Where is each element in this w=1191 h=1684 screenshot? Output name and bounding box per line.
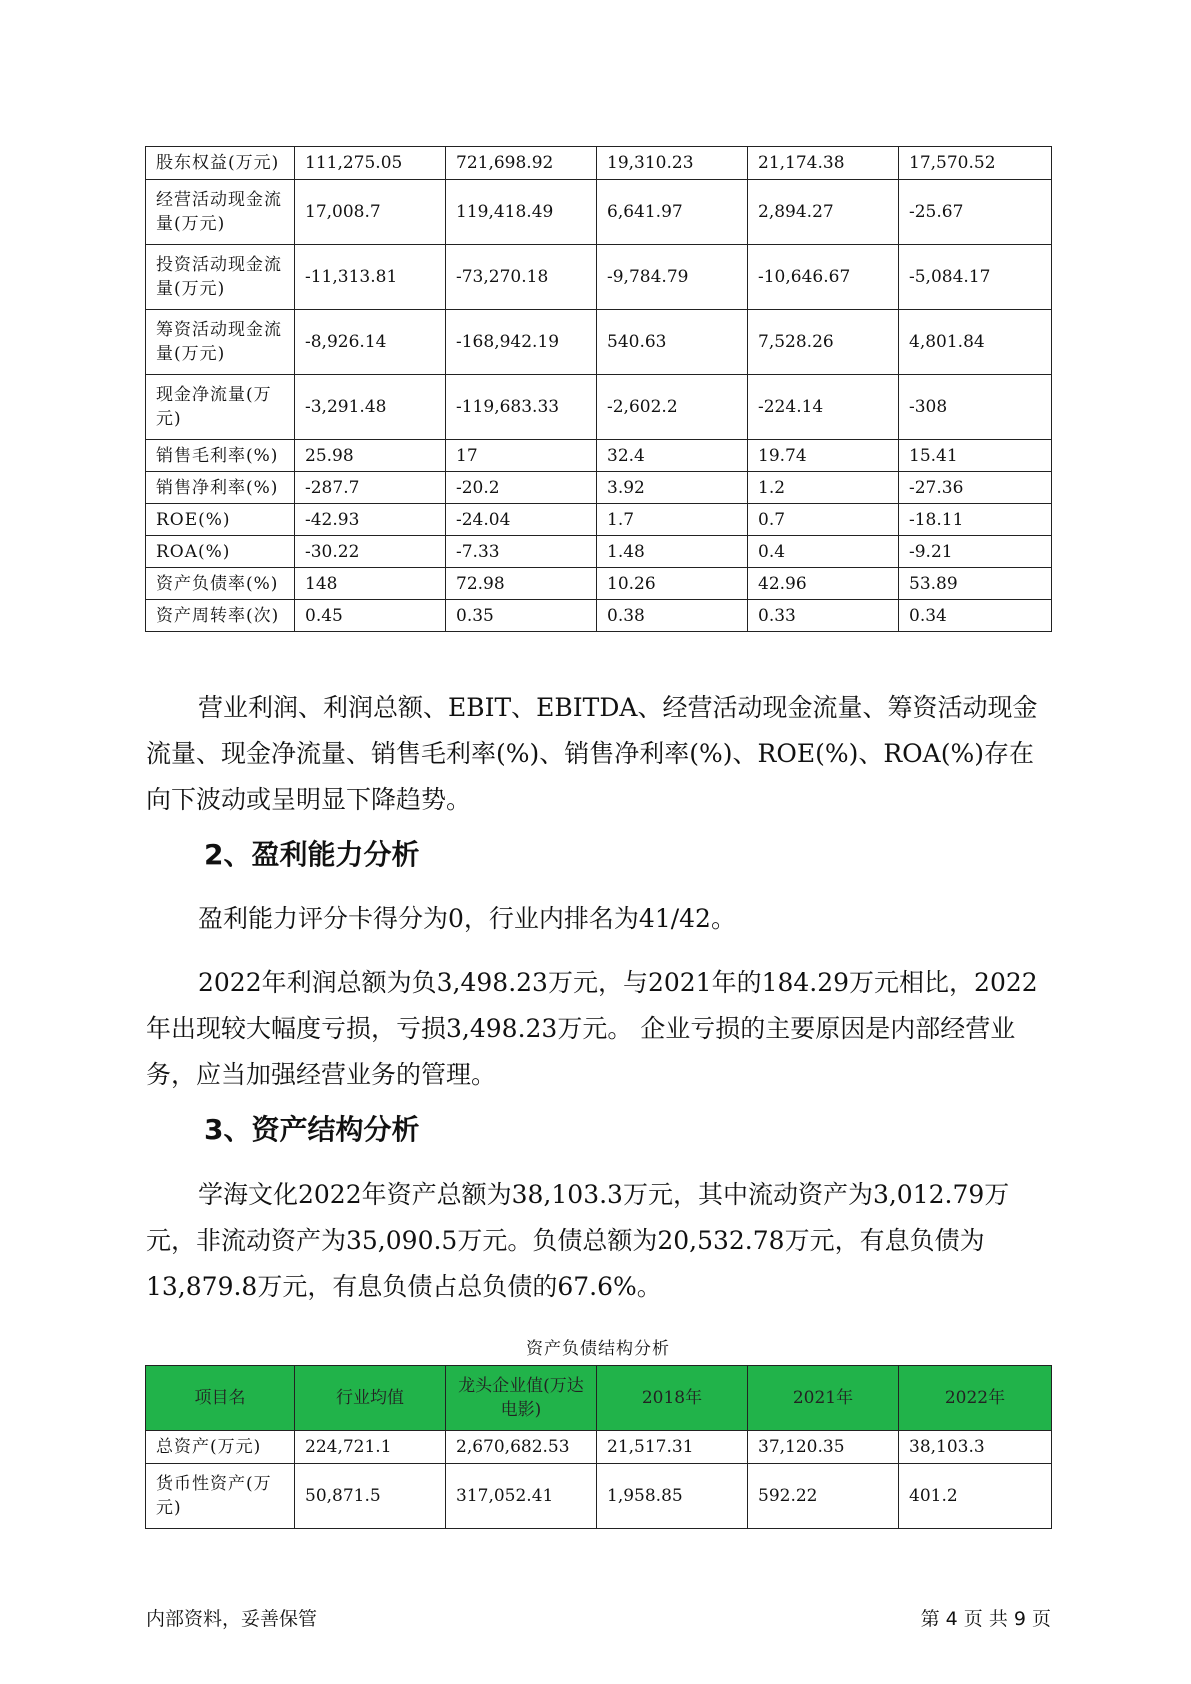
table-cell: 7,528.26 [748,310,899,375]
table-cell: 0.4 [748,536,899,568]
table-cell: -119,683.33 [446,375,597,440]
column-header: 项目名 [146,1366,295,1431]
table-row [146,568,1052,600]
table-cell: -11,313.81 [295,245,446,310]
table-cell: -73,270.18 [446,245,597,310]
row-label: 货币性资产(万元) [146,1464,295,1529]
table-cell: 17 [446,440,597,472]
table-cell: 3.92 [597,472,748,504]
footer-page-number: 第 4 页 共 9 页 [920,1608,1051,1630]
table-row [146,472,1052,504]
table-cell: -27.36 [899,472,1052,504]
table-header-row [146,1366,1052,1431]
table-cell: 32.4 [597,440,748,472]
row-label: 总资产(万元) [146,1431,295,1464]
table-cell: 224,721.1 [295,1431,446,1464]
table-cell: -25.67 [899,180,1052,245]
profitability-score-paragraph: 盈利能力评分卡得分为0，行业内排名为41/42。 [198,904,736,933]
table-cell: 0.7 [748,504,899,536]
table-row [146,180,1052,245]
table-cell: 10.26 [597,568,748,600]
table-cell: 317,052.41 [446,1464,597,1529]
table-cell: -224.14 [748,375,899,440]
table-cell: 1.48 [597,536,748,568]
table-cell: 0.38 [597,600,748,632]
table-cell: -308 [899,375,1052,440]
table-cell: 38,103.3 [899,1431,1052,1464]
table-row [146,600,1052,632]
table-cell: -30.22 [295,536,446,568]
row-label: 股东权益(万元) [146,147,295,180]
table-cell: 0.34 [899,600,1052,632]
table-cell: 15.41 [899,440,1052,472]
table-row [146,1431,1052,1464]
table-cell: 17,570.52 [899,147,1052,180]
column-header: 龙头企业值(万达电影) [446,1366,597,1431]
table-cell: 401.2 [899,1464,1052,1529]
table-cell: 50,871.5 [295,1464,446,1529]
table-row [146,245,1052,310]
table-cell: -5,084.17 [899,245,1052,310]
table-cell: 19,310.23 [597,147,748,180]
footer-confidential-note: 内部资料，妥善保管 [146,1608,318,1630]
column-header: 行业均值 [295,1366,446,1431]
table-row [146,375,1052,440]
table-cell: 25.98 [295,440,446,472]
table-row [146,1464,1052,1529]
column-header: 2021年 [748,1366,899,1431]
table-cell: -20.2 [446,472,597,504]
table-cell: 4,801.84 [899,310,1052,375]
table-cell: 21,174.38 [748,147,899,180]
section-heading-profitability: 2、盈利能力分析 [204,838,420,871]
table-cell: -9.21 [899,536,1052,568]
table-cell: -287.7 [295,472,446,504]
row-label: 经营活动现金流量(万元) [146,180,295,245]
table-cell: -18.11 [899,504,1052,536]
row-label: 销售净利率(%) [146,472,295,504]
table-cell: 0.33 [748,600,899,632]
balance-structure-table [145,1365,1052,1529]
row-label: ROE(%) [146,504,295,536]
profit-loss-paragraph: 2022年利润总额为负3,498.23万元，与2021年的184.29万元相比，2022年出现较大幅度亏损，亏损3,498.23万元。 企业亏损的主要原因是内部经营业务，应当加强经营业务的管理。 [146,968,1038,1089]
table-caption: 资产负债结构分析 [526,1339,670,1359]
asset-structure-paragraph: 学海文化2022年资产总额为38,103.3万元，其中流动资产为3,012.79万元，非流动资产为35,090.5万元。负债总额为20,532.78万元，有息负债为13,879.8万元，有息负债占总负债的67.6%。 [146,1180,1010,1301]
row-label: 现金净流量(万元) [146,375,295,440]
table-cell: -2,602.2 [597,375,748,440]
column-header: 2018年 [597,1366,748,1431]
table-cell: 119,418.49 [446,180,597,245]
table-cell: 721,698.92 [446,147,597,180]
table-cell: 17,008.7 [295,180,446,245]
column-header: 2022年 [899,1366,1052,1431]
table-cell: 1,958.85 [597,1464,748,1529]
table-cell: 19.74 [748,440,899,472]
table-cell: 0.45 [295,600,446,632]
table-cell: 21,517.31 [597,1431,748,1464]
table-cell: 53.89 [899,568,1052,600]
row-label: 销售毛利率(%) [146,440,295,472]
table-cell: 6,641.97 [597,180,748,245]
table-cell: 592.22 [748,1464,899,1529]
row-label: 投资活动现金流量(万元) [146,245,295,310]
table-cell: -9,784.79 [597,245,748,310]
table-cell: 2,670,682.53 [446,1431,597,1464]
table-cell: 1.7 [597,504,748,536]
table-row [146,310,1052,375]
table-row [146,147,1052,180]
row-label: 资产周转率(次) [146,600,295,632]
summary-paragraph: 营业利润、利润总额、EBIT、EBITDA、经营活动现金流量、筹资活动现金流量、现金净流量、销售毛利率(%)、销售净利率(%)、ROE(%)、ROA(%)存在向下波动或呈明显下降趋势。 [146,693,1038,814]
table-row [146,536,1052,568]
table-row [146,440,1052,472]
financial-metrics-table [145,146,1052,632]
table-cell: 2,894.27 [748,180,899,245]
section-heading-asset-structure: 3、资产结构分析 [204,1113,420,1146]
table-row [146,504,1052,536]
table-cell: 1.2 [748,472,899,504]
row-label: 资产负债率(%) [146,568,295,600]
table-cell: 540.63 [597,310,748,375]
table-cell: -8,926.14 [295,310,446,375]
row-label: 筹资活动现金流量(万元) [146,310,295,375]
row-label: ROA(%) [146,536,295,568]
table-cell: 42.96 [748,568,899,600]
table-cell: 0.35 [446,600,597,632]
table-cell: 148 [295,568,446,600]
table-cell: 72.98 [446,568,597,600]
table-cell: -10,646.67 [748,245,899,310]
table-cell: -168,942.19 [446,310,597,375]
table-cell: -3,291.48 [295,375,446,440]
table-cell: -42.93 [295,504,446,536]
table-cell: 37,120.35 [748,1431,899,1464]
table-cell: -7.33 [446,536,597,568]
table-cell: 111,275.05 [295,147,446,180]
table-cell: -24.04 [446,504,597,536]
